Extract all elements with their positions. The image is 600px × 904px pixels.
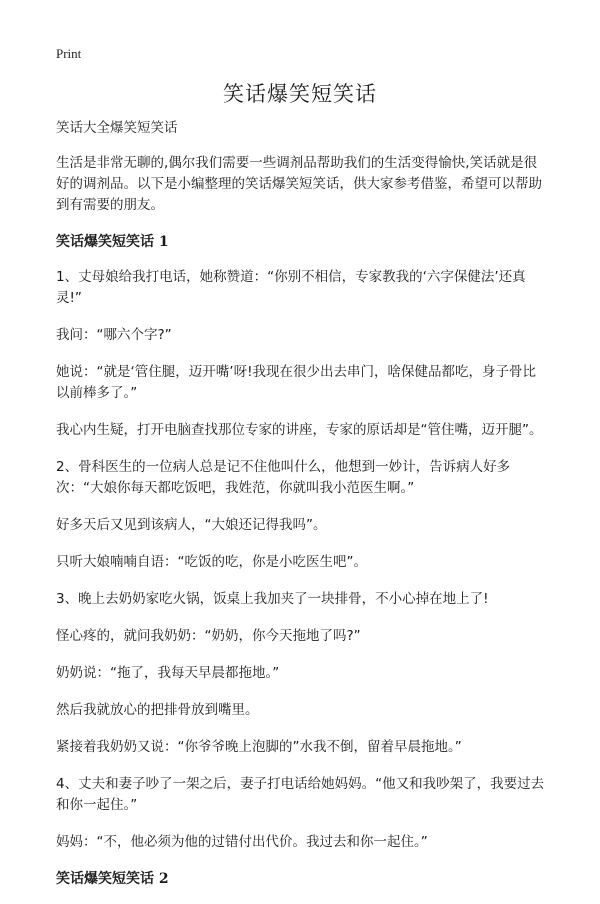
joke-paragraph: 4、丈夫和妻子吵了一架之后，妻子打电话给她妈妈。“他又和我吵架了，我要过去和你一起住。” (56, 776, 545, 813)
joke-paragraph: 好多天后又见到该病人，“大娘还记得我吗”。 (56, 517, 327, 533)
joke-paragraph: 2、骨科医生的一位病人总是记不住他叫什么，他想到一妙计，告诉病人好多次：“大娘你每天都吃饭吧，我姓范，你就叫我小范医生啊。” (56, 459, 511, 496)
joke-paragraph: 紧接着我奶奶又说：“你爷爷晚上泡脚的”水我不倒，留着早晨拖地。” (56, 739, 462, 755)
article-body (56, 118, 546, 904)
joke-paragraph: 3、晚上去奶奶家吃火锅，饭桌上我加夹了一块排骨，不小心掉在地上了! (56, 591, 489, 607)
print-label: Print (56, 46, 82, 61)
page-title: 笑话爆笑短笑话 (223, 82, 377, 106)
joke-paragraph: 怪心疼的，就问我奶奶：“奶奶，你今天拖地了吗?” (56, 628, 361, 644)
intro-paragraph: 生活是非常无聊的,偶尔我们需要一些调剂品帮助我们的生活变得愉快,笑话就是很好的调剂品。以下是小编整理的笑话爆笑短笑话，供大家参考借鉴，希望可以帮助到有需要的朋友。 (56, 155, 542, 213)
joke-paragraph: 1、丈母娘给我打电话，她称赞道：“你别不相信，专家教我的‘六字保健法’还真灵!” (56, 269, 526, 306)
section-heading-1: 笑话爆笑短笑话 1 (56, 234, 169, 250)
joke-paragraph: 妈妈：“不，他必须为他的过错付出代价。我过去和你一起住。” (56, 834, 428, 850)
joke-paragraph: 只听大娘喃喃自语：“吃饭的吃，你是小吃医生吧”。 (56, 554, 367, 570)
joke-paragraph: 奶奶说：“拖了，我每天早晨都拖地。” (56, 665, 280, 681)
joke-paragraph: 她说：“就是‘管住腿，迈开嘴’呀!我现在很少出去串门，啥保健品都吃，身子骨比以前棒多了。” (56, 364, 536, 401)
joke-paragraph: 我心内生疑，打开电脑查找那位专家的讲座，专家的原话却是“管住嘴，迈开腿”。 (56, 422, 543, 438)
section-heading-2: 笑话爆笑短笑话 2 (56, 871, 169, 887)
article-subtitle: 笑话大全爆笑短笑话 (56, 120, 178, 136)
joke-paragraph: 我问：“哪六个字?” (56, 327, 172, 343)
joke-paragraph: 然后我就放心的把排骨放到嘴里。 (56, 702, 259, 718)
